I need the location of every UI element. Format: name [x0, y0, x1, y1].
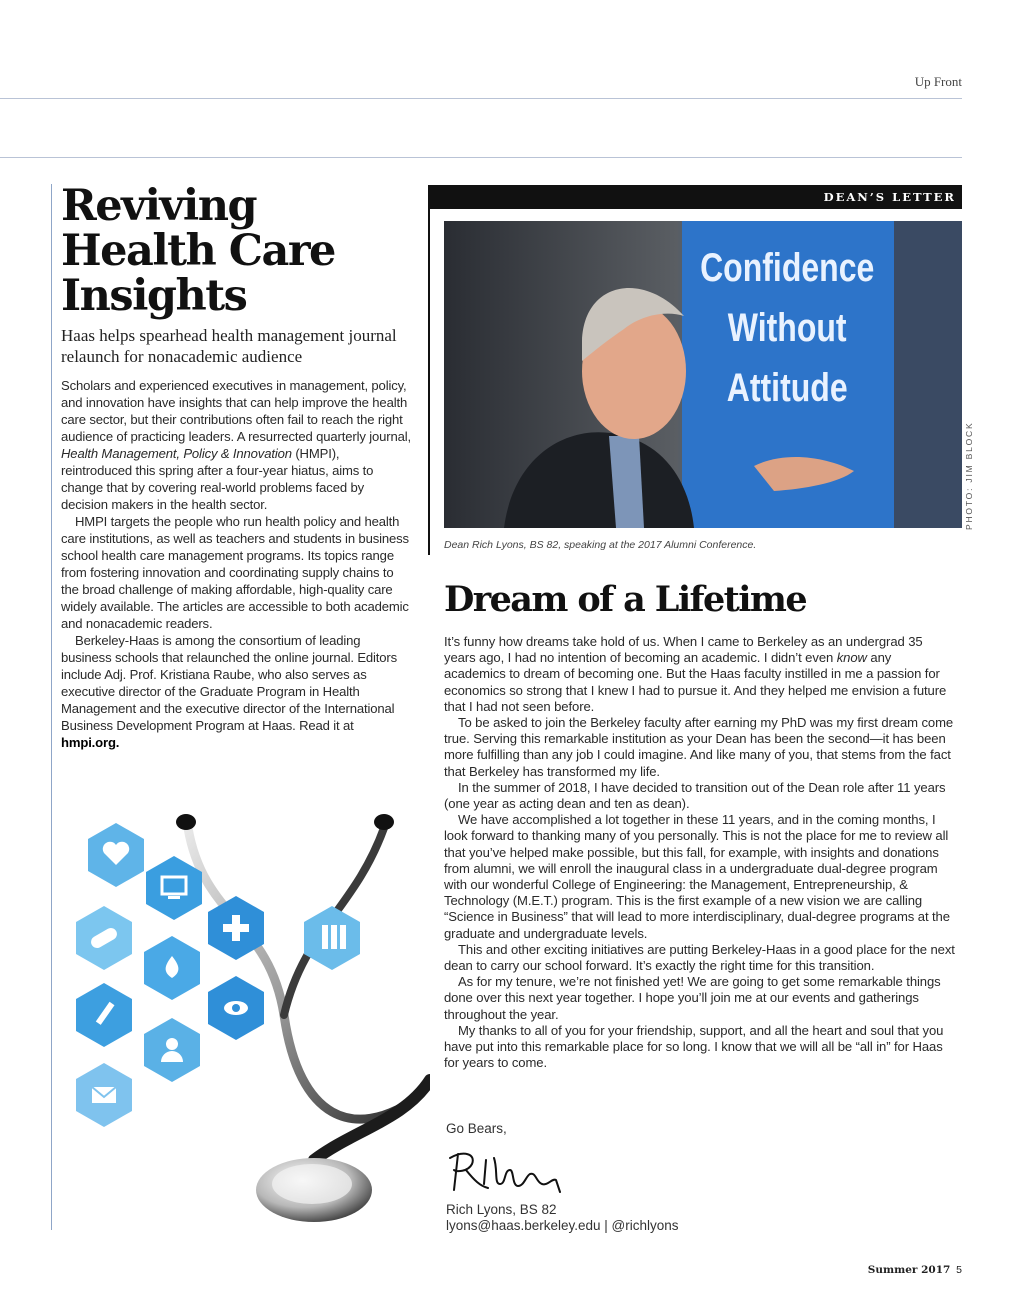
hex-monitor-icon	[146, 856, 202, 920]
left-column-rule	[51, 184, 52, 1230]
hex-test-tubes-icon	[304, 906, 360, 970]
article-body	[61, 377, 411, 751]
deans-letter-bar	[428, 185, 962, 209]
dean-photo	[444, 221, 962, 528]
hex-syringe-icon	[76, 983, 132, 1047]
hex-eye-icon	[208, 976, 264, 1040]
handwritten-signature	[444, 1140, 574, 1200]
page-footer	[868, 1264, 962, 1276]
health-icons-stethoscope-illustration	[54, 800, 430, 1230]
banner-text: Without	[727, 304, 847, 350]
letter-paragraph: In the summer of 2018, I have decided to transition out of the Dean role after 11 years (one year as acting dean and ten as dean).	[444, 779, 946, 812]
earpiece-right	[374, 814, 394, 830]
contact-info: lyons@haas.berkeley.edu | @richlyons	[446, 1218, 679, 1233]
letter-paragraph: As for my tenure, we’re not finished yet! We are going to get some remarkable things done over this next year together. I hope you’ll join me at our events and gatherings throughout the year.	[444, 974, 941, 1022]
article-paragraph: Scholars and experienced executives in management, policy, and innovation have insights that can help improve the health care sector, but their contributions often fail to reach the right audience of practicing leaders. A resurrected quarterly journal, Health Management, Policy & Innovation (HMPI), reintroduced this spring after a four-year hiatus, aims to change that by covering real-world problems faced by decision makers in the health sector.	[61, 378, 411, 512]
letter-paragraph: This and other exciting initiatives are putting Berkeley-Haas in a good place for the next dean to carry our school forward. It’s exactly the right time for this transition.	[444, 941, 955, 974]
letter-title: Dream of a Lifetime	[444, 579, 807, 620]
section-label: DEAN’S LETTER	[823, 190, 956, 204]
letter-paragraph: It’s funny how dreams take hold of us. When I came to Berkeley as an undergrad 35 years ago, I had no intention of becoming an academic. I didn’t even know any academics to dream of becoming one. But the Haas faculty instilled in me a passion for economics so strong that I knew I had to pursue it. And they helped me envision a future that I had not seen before.	[444, 634, 947, 714]
hex-pill-icon	[76, 906, 132, 970]
banner-text: Attitude	[726, 364, 848, 410]
article-subhead: Haas helps spearhead health management journal relaunch for nonacademic audience	[61, 326, 397, 366]
running-head: Up Front	[914, 74, 962, 89]
photo-credit: PHOTO: JIM BLOCK	[964, 421, 974, 530]
signoff: Go Bears,	[446, 1121, 507, 1136]
letter-paragraph: We have accomplished a lot together in these 11 years, and in the coming months, I look forward to thanking many of you personally. This is not the place for me to review all that you’ve helped make possible, but this fall, for example, with insights and donations from alumni, we will enroll the inaugural class in a undergraduate dual-degree program with our wonderful College of Engineering: the Management, Entrepreneurship, & Technology (M.E.T.) program. This is the first example of a new vision we are calling “Science in Business” that will lead to more interdisciplinary, dual-degree programs at the graduate and undergraduate levels.	[444, 812, 950, 941]
hex-person-icon	[144, 1018, 200, 1082]
article-paragraph: HMPI targets the people who run health policy and health care institutions, as well as teachers and students in business school health care management programs. Its topics range from fostering innovation and coordinating supply chains to the broad challenge of making affordable, high-quality care widely available. The articles are accessible to both academic and nonacademic readers.	[61, 514, 409, 631]
photo-caption: Dean Rich Lyons, BS 82, speaking at the 2017 Alumni Conference.	[444, 539, 757, 551]
hmpi-link[interactable]: hmpi.org.	[61, 735, 120, 750]
issue-label: Summer 2017	[867, 1264, 951, 1276]
letter-body	[444, 634, 956, 1071]
article-headline: Reviving Health Care Insights	[61, 181, 335, 321]
hex-envelope-icon	[76, 1063, 132, 1127]
banner-text: Confidence	[700, 244, 875, 290]
earpiece-left	[176, 814, 196, 830]
hex-heart-icon	[88, 823, 144, 887]
signature-name: Rich Lyons, BS 82	[446, 1202, 557, 1217]
hex-drop-icon	[144, 936, 200, 1000]
article-paragraph: Berkeley-Haas is among the consortium of leading business schools that relaunched the online journal. Editors include Adj. Prof. Kristiana Raube, who also serves as executive director of the Graduate Program in Health Management and the executive director of the International Business Development Program at Haas. Read it at hmpi.org.	[61, 633, 398, 750]
letter-paragraph: To be asked to join the Berkeley faculty after earning my PhD was my first dream come true. Serving this remarkable institution as your Dean has been the second—it has been more fulfilling than any job I could imagine. And like many of you, that stems from the fact that Berkeley has transformed my life.	[444, 715, 954, 779]
page-number: 5	[956, 1264, 962, 1276]
deans-letter-rule	[428, 185, 430, 555]
letter-paragraph: My thanks to all of you for your friendship, support, and all the heart and soul that you have put into this remarkable place for so long. I know that we will all be “all in” for Haas for years to come.	[444, 1022, 944, 1071]
header-rule	[0, 157, 962, 158]
health-care-article	[61, 181, 411, 751]
top-rule	[0, 98, 962, 99]
